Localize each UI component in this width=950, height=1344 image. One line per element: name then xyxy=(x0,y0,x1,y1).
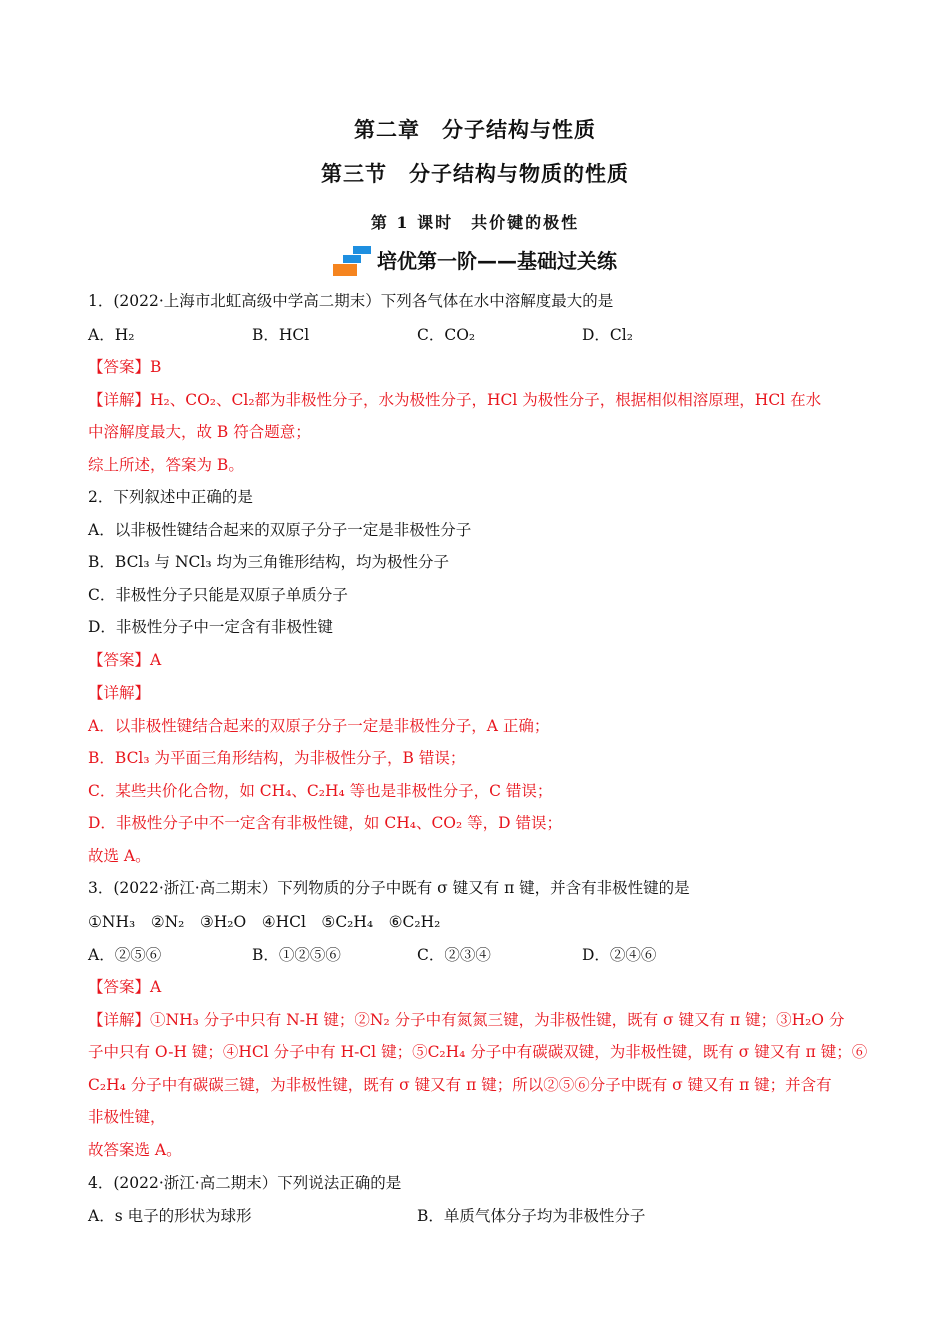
q2-detail-c: C．某些共价化合物，如 CH₄、C₂H₄ 等也是非极性分子，C 错误； xyxy=(88,782,553,800)
question-1-stem: 1．(2022·上海市北虹高级中学高二期末）下列各气体在水中溶解度最大的是 xyxy=(88,292,614,310)
q2-option-a: A．以非极性键结合起来的双原子分子一定是非极性分子 xyxy=(88,521,472,539)
q4-option-b: B．单质气体分子均为非极性分子 xyxy=(417,1207,646,1225)
q3-detail-line-3: C₂H₄ 分子中有碳碳三键，为非极性键，既有 σ 键又有 π 键；所以②⑤⑥分子中既有 σ 键又有 π 键；并含有 xyxy=(88,1076,832,1094)
q2-detail-b: B．BCl₃ 为平面三角形结构，为非极性分子，B 错误； xyxy=(88,749,466,767)
q1-option-c: C．CO₂ xyxy=(417,326,476,344)
lesson-title: 第 1 课时 共价键的极性 xyxy=(370,213,580,232)
q1-option-d: D．Cl₂ xyxy=(582,326,633,344)
q1-detail-line-1: 【详解】H₂、CO₂、Cl₂都为非极性分子，水为极性分子，HCl 为极性分子，根据相似相溶原理，HCl 在水 xyxy=(88,391,822,409)
q1-option-b: B．HCl xyxy=(252,326,310,344)
q3-substance-list: ①NH₃ ②N₂ ③H₂O ④HCl ⑤C₂H₄ ⑥C₂H₂ xyxy=(88,913,441,931)
q2-option-d: D．非极性分子中一定含有非极性键 xyxy=(88,618,333,636)
q3-detail-line-1: 【详解】①NH₃ 分子中只有 N-H 键；②N₂ 分子中有氮氮三键，为非极性键，既有 σ 键又有 π 键；③H₂O 分 xyxy=(88,1011,845,1029)
chapter-title: 第二章 分子结构与性质 xyxy=(354,118,596,142)
level-banner xyxy=(0,246,950,280)
q3-option-c: C．②③④ xyxy=(417,946,491,964)
q3-option-a: A．②⑤⑥ xyxy=(88,946,162,964)
q2-option-b: B．BCl₃ 与 NCl₃ 均为三角锥形结构，均为极性分子 xyxy=(88,553,449,571)
q3-option-d: D．②④⑥ xyxy=(582,946,657,964)
q2-answer: 【答案】A xyxy=(88,651,162,669)
question-4-stem: 4．(2022·浙江·高二期末）下列说法正确的是 xyxy=(88,1174,402,1192)
q2-conclusion: 故选 A。 xyxy=(88,847,151,865)
q2-option-c: C．非极性分子只能是双原子单质分子 xyxy=(88,586,348,604)
q1-detail-line-2: 中溶解度最大，故 B 符合题意； xyxy=(88,423,311,441)
section-title: 第三节 分子结构与物质的性质 xyxy=(321,162,629,186)
q1-answer: 【答案】B xyxy=(88,358,162,376)
q2-detail-d: D．非极性分子中不一定含有非极性键，如 CH₄、CO₂ 等，D 错误； xyxy=(88,814,563,832)
q3-option-b: B．①②⑤⑥ xyxy=(252,946,341,964)
q3-detail-line-2: 子中只有 O-H 键；④HCl 分子中有 H-Cl 键；⑤C₂H₄ 分子中有碳碳双键，为非极性键，既有 σ 键又有 π 键；⑥ xyxy=(88,1043,868,1061)
question-3-stem: 3．(2022·浙江·高二期末）下列物质的分子中既有 σ 键又有 π 键，并含有非极性键的是 xyxy=(88,879,690,897)
q3-answer: 【答案】A xyxy=(88,978,162,996)
banner-label: 培优第一阶——基础过关练 xyxy=(377,249,617,273)
q3-detail-line-4: 非极性键， xyxy=(88,1108,166,1126)
q3-conclusion: 故答案选 A。 xyxy=(88,1141,182,1159)
q2-detail-a: A．以非极性键结合起来的双原子分子一定是非极性分子，A 正确； xyxy=(88,717,550,735)
stairs-icon xyxy=(333,246,373,276)
question-2-stem: 2．下列叙述中正确的是 xyxy=(88,488,253,506)
q4-option-a: A．s 电子的形状为球形 xyxy=(88,1207,252,1225)
q1-option-a: A．H₂ xyxy=(88,326,135,344)
q1-detail-line-3: 综上所述，答案为 B。 xyxy=(88,456,244,474)
q2-detail-head: 【详解】 xyxy=(88,684,151,702)
